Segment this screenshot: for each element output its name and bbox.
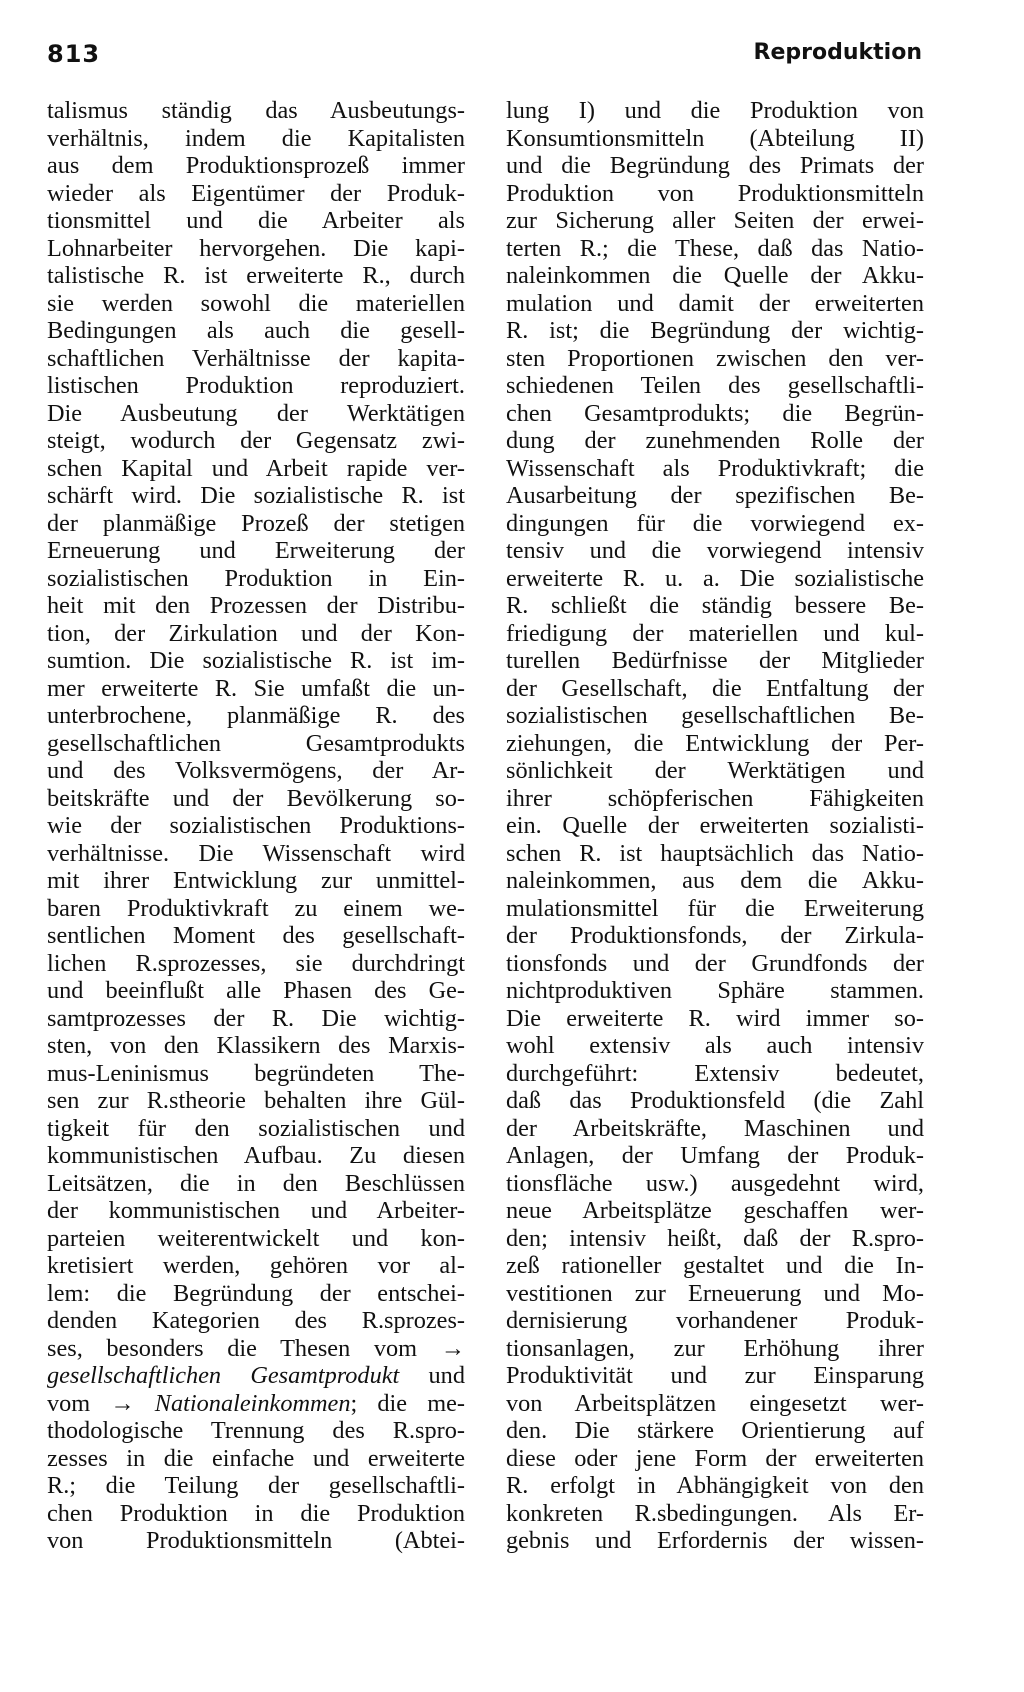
text-line: R. ist; die Begründung der wichtig- — [506, 317, 924, 344]
text-line: der Produktionsfonds, der Zirkula- — [506, 922, 924, 949]
text-line: beitskräfte und der Bevölkerung so- — [47, 784, 465, 812]
text-line: der planmäßige Prozeß der stetigen — [47, 509, 465, 537]
text-line: mulation und damit der erweiterten — [506, 289, 924, 317]
text-line: samtprozesses der R. Die wichtig- — [47, 1004, 465, 1032]
text-line: den. Die stärkere Orientierung auf — [506, 1417, 924, 1444]
text-line: vestitionen zur Erneuerung und Mo- — [506, 1279, 924, 1307]
cross-reference: gesellschaftlichen Gesamtprodukt — [47, 1362, 400, 1389]
text-line: daß das Produktionsfeld (die Zahl — [506, 1087, 924, 1114]
text-line: nichtproduktiven Sphäre stammen. — [506, 977, 924, 1004]
text-line: von Produktionsmitteln (Abtei- — [47, 1527, 465, 1554]
text-line: thodologische Trennung des R.spro- — [47, 1417, 465, 1444]
text-line — [47, 1390, 465, 1418]
text-line: Leitsätzen, die in den Beschlüssen — [47, 1169, 465, 1197]
text-line: tionsfläche usw.) ausgedehnt wird, — [506, 1169, 924, 1197]
text-line: sozialistischen Produktion in Ein- — [47, 564, 465, 592]
text-line: sie werden sowohl die materiellen — [47, 289, 465, 317]
text-line: tensiv und die vorwiegend intensiv — [506, 537, 924, 564]
text-fragment: vom → — [47, 1389, 155, 1417]
text-line: kommunistischen Aufbau. Zu diesen — [47, 1142, 465, 1169]
text-line: chen Gesamtprodukts; die Begrün- — [506, 399, 924, 427]
text-line: schärft wird. Die sozialistische R. ist — [47, 482, 465, 509]
text-line: friedigung der materiellen und kul- — [506, 619, 924, 647]
text-line: talistische R. ist erweiterte R., durch — [47, 262, 465, 289]
text-line: sten, von den Klassikern des Marxis- — [47, 1032, 465, 1059]
text-line: und des Volksvermögens, der Ar- — [47, 757, 465, 784]
text-line: sten Proportionen zwischen den ver- — [506, 344, 924, 372]
text-line: lung I) und die Produktion von — [506, 97, 924, 124]
text-line: dingungen für die vorwiegend ex- — [506, 509, 924, 537]
text-line: ziehungen, die Entwicklung der Per- — [506, 729, 924, 757]
text-line: Ausarbeitung der spezifischen Be- — [506, 482, 924, 509]
page-number: 813 — [47, 40, 101, 68]
text-line: verhältnisse. Die Wissenschaft wird — [47, 839, 465, 867]
text-line: aus dem Produktionsprozeß immer — [47, 152, 465, 179]
text-line: wieder als Eigentümer der Produk- — [47, 179, 465, 207]
text-line: R.; die Teilung der gesellschaftli- — [47, 1472, 465, 1499]
text-line: von Arbeitsplätzen eingesetzt wer- — [506, 1389, 924, 1417]
text-line: wohl extensiv als auch intensiv — [506, 1032, 924, 1059]
text-line: Konsumtionsmitteln (Abteilung II) — [506, 124, 924, 152]
text-line: Lohnarbeiter hervorgehen. Die kapi- — [47, 234, 465, 262]
text-line: schen R. ist hauptsächlich das Natio- — [506, 839, 924, 867]
text-line: gebnis und Erfordernis der wissen- — [506, 1527, 924, 1554]
text-line: Bedingungen als auch die gesell- — [47, 317, 465, 344]
text-line: schiedenen Teilen des gesellschaftli- — [506, 372, 924, 399]
text-line: parteien weiterentwickelt und kon- — [47, 1224, 465, 1252]
text-fragment: ; die me- — [350, 1389, 465, 1417]
text-line: konkreten R.sbedingungen. Als Er- — [506, 1499, 924, 1527]
text-line: kretisiert werden, gehören vor al- — [47, 1252, 465, 1279]
right-column — [506, 97, 924, 1555]
text-line: verhältnis, indem die Kapitalisten — [47, 124, 465, 152]
text-line: mus-Leninismus begründeten The- — [47, 1059, 465, 1087]
text-line: schaftlichen Verhältnisse der kapita- — [47, 344, 465, 372]
text-line: mulationsmittel für die Erweiterung — [506, 894, 924, 922]
text-line: tigkeit für den sozialistischen und — [47, 1114, 465, 1142]
text-line: zesses in die einfache und erweiterte — [47, 1444, 465, 1472]
text-line: Produktion von Produktionsmitteln — [506, 179, 924, 207]
text-line: lichen R.sprozesses, sie durchdringt — [47, 949, 465, 977]
text-line: listischen Produktion reproduziert. — [47, 372, 465, 399]
text-line: ihrer schöpferischen Fähigkeiten — [506, 784, 924, 812]
text-line: terten R.; die These, daß das Natio- — [506, 234, 924, 262]
text-line: schen Kapital und Arbeit rapide ver- — [47, 454, 465, 482]
text-line: zeß rationeller gestaltet und die In- — [506, 1252, 924, 1279]
text-line: baren Produktivkraft zu einem we- — [47, 894, 465, 922]
text-line: tionsfonds und der Grundfonds der — [506, 949, 924, 977]
text-line: und beeinflußt alle Phasen des Ge- — [47, 977, 465, 1004]
text-line: ein. Quelle der erweiterten sozialisti- — [506, 812, 924, 839]
text-line: erweiterte R. u. a. Die sozialistische — [506, 564, 924, 592]
text-line: ses, besonders die Thesen vom → — [47, 1334, 465, 1362]
text-line: steigt, wodurch der Gegensatz zwi- — [47, 427, 465, 454]
text-line: der Gesellschaft, die Entfaltung der — [506, 674, 924, 702]
text-line: talismus ständig das Ausbeutungs- — [47, 97, 465, 124]
text-line: neue Arbeitsplätze geschaffen wer- — [506, 1197, 924, 1224]
text-line: sentlichen Moment des gesellschaft- — [47, 922, 465, 949]
text-line: R. erfolgt in Abhängigkeit von den — [506, 1472, 924, 1499]
text-line: dernisierung vorhandener Produk- — [506, 1307, 924, 1334]
text-line: der Arbeitskräfte, Maschinen und — [506, 1114, 924, 1142]
text-line: turellen Bedürfnisse der Mitglieder — [506, 647, 924, 674]
text-line: mit ihrer Entwicklung zur unmittel- — [47, 867, 465, 894]
text-line: Erneuerung und Erweiterung der — [47, 537, 465, 564]
page-header — [47, 40, 922, 76]
text-line: der kommunistischen und Arbeiter- — [47, 1197, 465, 1224]
text-line: tionsmittel und die Arbeiter als — [47, 207, 465, 234]
text-fragment: und — [399, 1362, 465, 1389]
text-line: den; intensiv heißt, daß der R.spro- — [506, 1224, 924, 1252]
text-line: sozialistischen gesellschaftlichen Be- — [506, 702, 924, 729]
text-line: gesellschaftlichen Gesamtprodukts — [47, 729, 465, 757]
text-line: unterbrochene, planmäßige R. des — [47, 702, 465, 729]
text-line: sönlichkeit der Werktätigen und — [506, 757, 924, 784]
text-line: und die Begründung des Primats der — [506, 152, 924, 179]
text-line: Die Ausbeutung der Werktätigen — [47, 399, 465, 427]
text-line: wie der sozialistischen Produktions- — [47, 812, 465, 839]
text-line: zur Sicherung aller Seiten der erwei- — [506, 207, 924, 234]
text-line: Wissenschaft als Produktivkraft; die — [506, 454, 924, 482]
text-line: tion, der Zirkulation und der Kon- — [47, 619, 465, 647]
text-line: sumtion. Die sozialistische R. ist im- — [47, 647, 465, 674]
text-line: lem: die Begründung der entschei- — [47, 1279, 465, 1307]
text-line: Anlagen, der Umfang der Produk- — [506, 1142, 924, 1169]
cross-reference: Nationaleinkommen — [154, 1389, 351, 1417]
text-line: tionsanlagen, zur Erhöhung ihrer — [506, 1334, 924, 1362]
running-head: Reproduktion — [753, 40, 922, 65]
text-line: Die erweiterte R. wird immer so- — [506, 1004, 924, 1032]
text-line: sen zur R.stheorie behalten ihre Gül- — [47, 1087, 465, 1114]
text-line: naleinkommen die Quelle der Akku- — [506, 262, 924, 289]
text-line: durchgeführt: Extensiv bedeutet, — [506, 1059, 924, 1087]
text-line: mer erweiterte R. Sie umfaßt die un- — [47, 674, 465, 702]
left-column — [47, 97, 465, 1555]
text-line: naleinkommen, aus dem die Akku- — [506, 867, 924, 894]
text-line: chen Produktion in die Produktion — [47, 1499, 465, 1527]
text-line: denden Kategorien des R.sprozes- — [47, 1307, 465, 1334]
text-line: diese oder jene Form der erweiterten — [506, 1444, 924, 1472]
text-line: Produktivität und zur Einsparung — [506, 1362, 924, 1389]
text-line: dung der zunehmenden Rolle der — [506, 427, 924, 454]
text-line: R. schließt die ständig bessere Be- — [506, 592, 924, 619]
text-line: heit mit den Prozessen der Distribu- — [47, 592, 465, 619]
text-line — [47, 1362, 465, 1390]
